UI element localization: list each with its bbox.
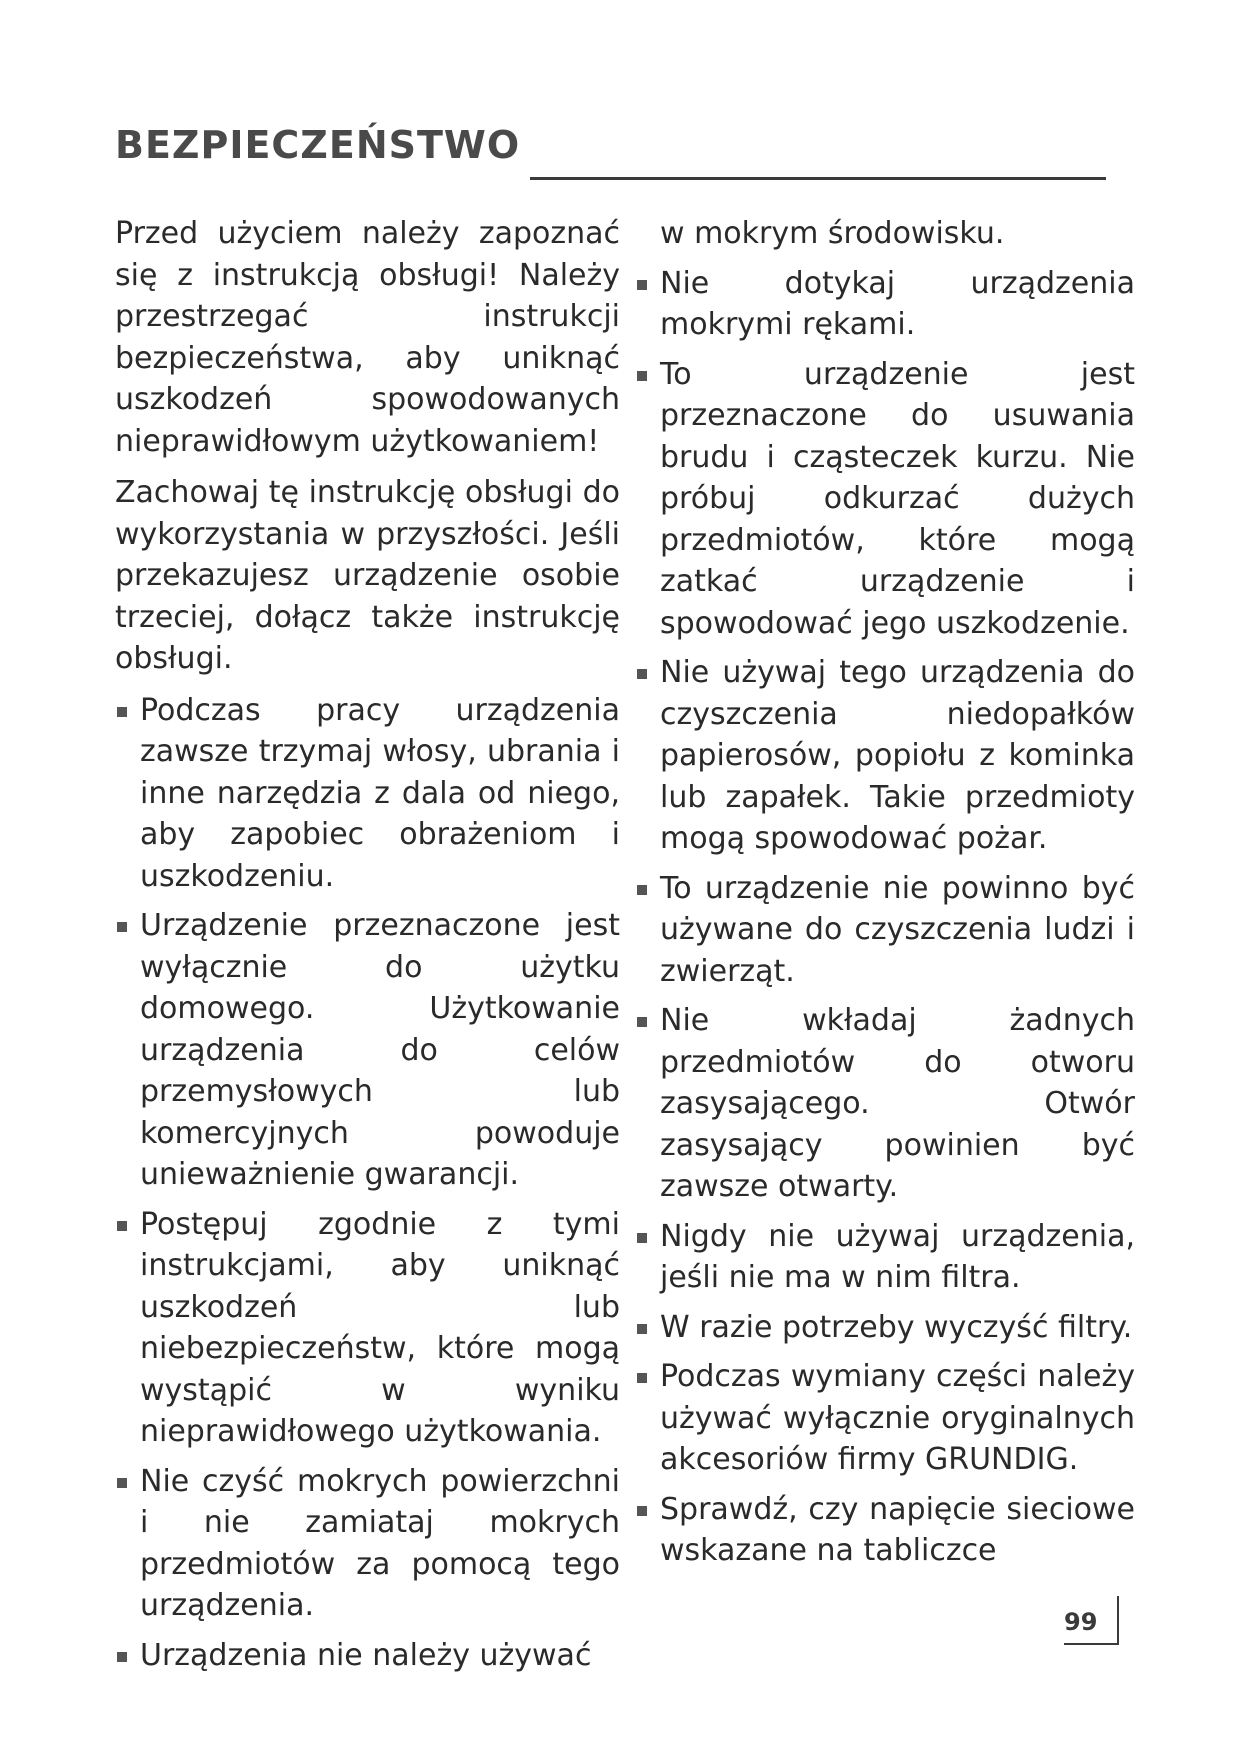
list-item (635, 1216, 1135, 1299)
list-item-continuation (635, 213, 1135, 255)
intro-paragraph: Zachowaj tę instrukcję obsługi do wykorzystania w przyszłości. Jeśli przekazujesz urządzenie osobie trzeciej, dołącz także instrukcję obsługi. (115, 475, 620, 676)
list-item (115, 690, 620, 898)
list-item (635, 1356, 1135, 1481)
square-bullet-icon (117, 1478, 127, 1488)
heading-rule (530, 177, 1106, 180)
list-item (635, 868, 1135, 993)
list-item-text: Postępuj zgodnie z tymi instrukcjami, aby uniknąć uszkodzeń lub niebezpieczeństw, które mogą wystąpić w wyniku nieprawidłowego użytkowania. (140, 1206, 620, 1449)
page-corner-rule (1064, 1643, 1119, 1645)
list-item-text: Nie używaj tego urządzenia do czyszczenia niedopałków papierosów, popiołu z kominka lub zapałek. Takie przedmioty mogą spowodować pożar. (660, 655, 1135, 856)
list-item (635, 263, 1135, 346)
square-bullet-icon (637, 1324, 647, 1334)
intro-paragraph: Przed użyciem należy zapoznać się z instrukcją obsługi! Należy przestrzegać instrukcji bezpieczeństwa, aby uniknąć uszkodzeń spowodowanych nieprawidłowym użytkowaniem! (115, 216, 620, 459)
square-bullet-icon (117, 1221, 127, 1231)
square-bullet-icon (117, 1652, 127, 1662)
list-item (115, 1204, 620, 1453)
list-item-text: w mokrym środowisku. (660, 216, 1005, 251)
list-item-text: W razie potrzeby wyczyść filtry. (660, 1309, 1133, 1345)
square-bullet-icon (637, 371, 647, 381)
list-item-text: To urządzenie nie powinno być używane do czyszczenia ludzi i zwierząt. (660, 870, 1135, 989)
square-bullet-icon (637, 1233, 647, 1243)
list-item (635, 1307, 1135, 1349)
list-item (115, 905, 620, 1196)
square-bullet-icon (637, 280, 647, 290)
square-bullet-icon (637, 669, 647, 679)
list-item-text: Podczas wymiany części należy używać wyłącznie oryginalnych akcesoriów firmy GRUNDIG. (660, 1359, 1135, 1477)
list-item (115, 1461, 620, 1627)
list-item-text: Sprawdź, czy napięcie sieciowe wskazane na tabliczce (660, 1491, 1135, 1568)
list-item-text: Nie dotykaj urządzenia mokrymi rękami. (660, 265, 1135, 342)
square-bullet-icon (637, 1373, 647, 1383)
list-item-text: To urządzenie jest przeznaczone do usuwania brudu i cząsteczek kurzu. Nie próbuj odkurzać dużych przedmiotów, które mogą zatkać urządzenie i spowodować jego uszkodzenie. (660, 356, 1135, 641)
square-bullet-icon (637, 1017, 647, 1027)
list-item-text: Nie wkładaj żadnych przedmiotów do otworu zasysającego. Otwór zasysający powinien być zawsze otwarty. (660, 1003, 1135, 1204)
list-item-text: Urządzenie przeznaczone jest wyłącznie do użytku domowego. Użytkowanie urządzenia do celów przemysłowych lub komercyjnych powoduje unieważnienie gwarancji. (140, 908, 620, 1192)
square-bullet-icon (117, 922, 127, 932)
list-item-text: Podczas pracy urządzenia zawsze trzymaj włosy, ubrania i inne narzędzia z dala od niego, aby zapobiec obrażeniom i uszkodzeniu. (140, 692, 620, 894)
list-item-text: Nie czyść mokrych powierzchni i nie zamiataj mokrych przedmiotów za pomocą tego urządzenia. (140, 1463, 620, 1623)
list-item-text: Nigdy nie używaj urządzenia, jeśli nie ma w nim filtra. (660, 1218, 1135, 1295)
left-column (115, 213, 620, 1684)
square-bullet-icon (117, 707, 127, 717)
square-bullet-icon (637, 1506, 647, 1516)
list-item-text: Urządzenia nie należy używać (140, 1637, 592, 1673)
page-number: 99 (1064, 1608, 1098, 1636)
list-item (635, 354, 1135, 645)
list-item (635, 1489, 1135, 1572)
square-bullet-icon (637, 885, 647, 895)
section-heading (115, 123, 521, 167)
page-corner-rule (1117, 1596, 1119, 1644)
list-item (115, 1635, 620, 1677)
list-item (635, 652, 1135, 860)
right-column (635, 213, 1135, 1580)
section-title: BEZPIECZEŃSTWO (115, 123, 521, 167)
list-item (635, 1000, 1135, 1208)
